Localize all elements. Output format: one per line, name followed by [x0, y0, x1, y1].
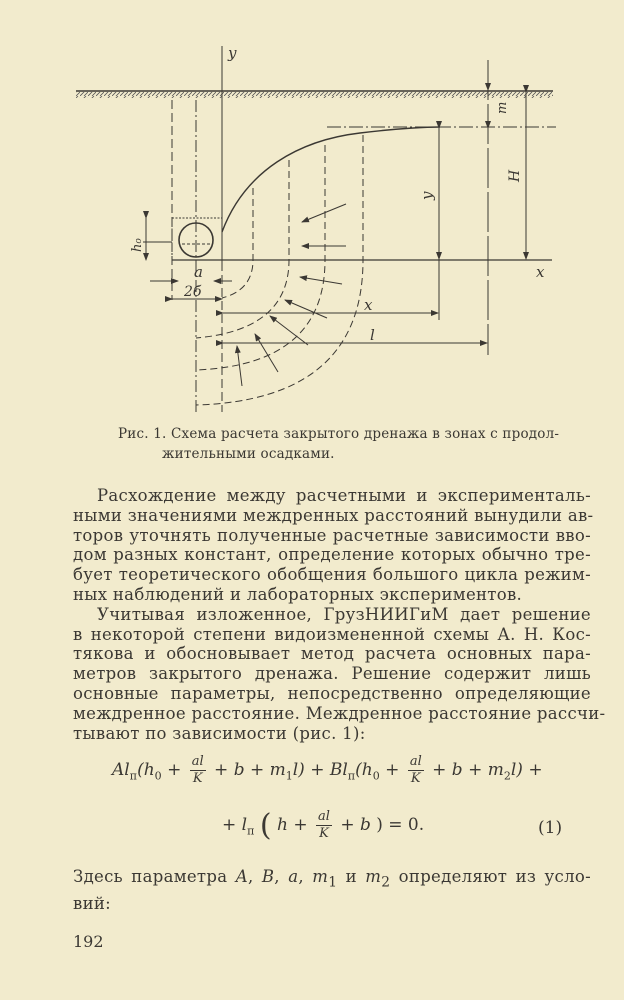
eq-term: + b + m: [432, 760, 504, 780]
eq-term: l) +: [510, 760, 543, 780]
eq-sub: п: [129, 769, 138, 783]
eq-term: + l: [222, 815, 248, 835]
m-label: m: [495, 101, 510, 114]
equation-line-2: [222, 808, 424, 843]
2b-label: 2б: [184, 284, 202, 300]
eq-den: K: [410, 771, 421, 786]
y-axis-label: y: [228, 44, 237, 62]
eq-sub: 1: [285, 769, 293, 783]
text-line: Расхождение между расчетными и эксперименталь-: [97, 486, 591, 505]
eq-sub: п: [247, 824, 255, 838]
text-line: тякова и обосновывает метод расчета основных пара-: [73, 644, 591, 664]
eq-fraction: [408, 754, 424, 787]
eq-term: ) = 0.: [376, 815, 425, 835]
eq-term: h +: [276, 815, 308, 835]
eq-op: +: [167, 760, 182, 780]
eq-term: (h: [355, 760, 373, 780]
l-dim-label: l: [370, 326, 375, 344]
eq-num: al: [409, 754, 422, 769]
text-line: основные параметры, непосредственно определяющие: [73, 683, 591, 703]
x-axis-label: x: [536, 263, 545, 281]
eq-sub: 2: [503, 769, 511, 783]
body-text: [73, 486, 606, 743]
y-dim-label: y: [418, 191, 436, 200]
text-line: торов уточнять полученные расчетные зависимости вво-: [73, 525, 591, 545]
eq-term: l) + Bl: [292, 760, 348, 780]
x-dim-label: x: [364, 296, 373, 314]
eq-num: al: [317, 809, 330, 824]
eq-fraction: [190, 754, 206, 787]
eq-den: K: [192, 771, 203, 786]
text-line: дом разных констант, определение которых обычно тре-: [73, 545, 591, 565]
page-number: 192: [73, 932, 104, 951]
text-line: междренное расстояние. Междренное расстояние рассчи-: [73, 703, 606, 723]
text-line: метров закрытого дренажа. Решение содержит лишь: [73, 664, 591, 684]
a-label: a: [194, 263, 203, 281]
eq-paren: (: [259, 808, 272, 843]
caption-line: Рис. 1. Схема расчета закрытого дренажа в зонах с продол-: [118, 426, 560, 442]
eq-sub: 0: [154, 769, 162, 783]
eq-num: al: [191, 754, 204, 769]
eq-term: + b + m: [214, 760, 286, 780]
drainage-scheme-figure: [0, 0, 624, 420]
eq-term: Al: [112, 760, 130, 780]
eq-sub: 0: [372, 769, 380, 783]
text-line: ных наблюдений и лабораторных экспериментов.: [73, 584, 523, 604]
text-line: Учитывая изложенное, ГрузНИИГиМ дает решение: [97, 604, 591, 624]
equation-number: (1): [538, 818, 563, 838]
eq-sub: п: [347, 769, 356, 783]
depression-curve: [222, 127, 440, 232]
H-label: H: [507, 169, 523, 182]
h0-label: ho: [130, 238, 145, 252]
eq-term: (h: [137, 760, 155, 780]
text-line: в некоторой степени видоизмененной схемы А. Н. Кос-: [73, 624, 591, 644]
text-line: ными значениями междренных расстояний вынудили ав-: [73, 505, 594, 525]
text-line: Здесь параметра A, B, a, $m_1$ и $m_2$ определяют из усло-: [73, 867, 591, 891]
eq-den: K: [319, 826, 329, 841]
eq-op: +: [385, 760, 400, 780]
text-line: тывают по зависимости (рис. 1):: [73, 723, 366, 743]
eq-term: + b: [340, 815, 371, 835]
text-line: бует теоретического обобщения большого цикла режим-: [73, 565, 591, 585]
equation-line-1: [112, 754, 543, 787]
figure-caption: [118, 424, 578, 464]
text-line: вий:: [73, 894, 112, 914]
eq-fraction: [316, 809, 332, 842]
body-text-tail: [73, 866, 591, 915]
caption-line: жительными осадками.: [162, 446, 335, 462]
